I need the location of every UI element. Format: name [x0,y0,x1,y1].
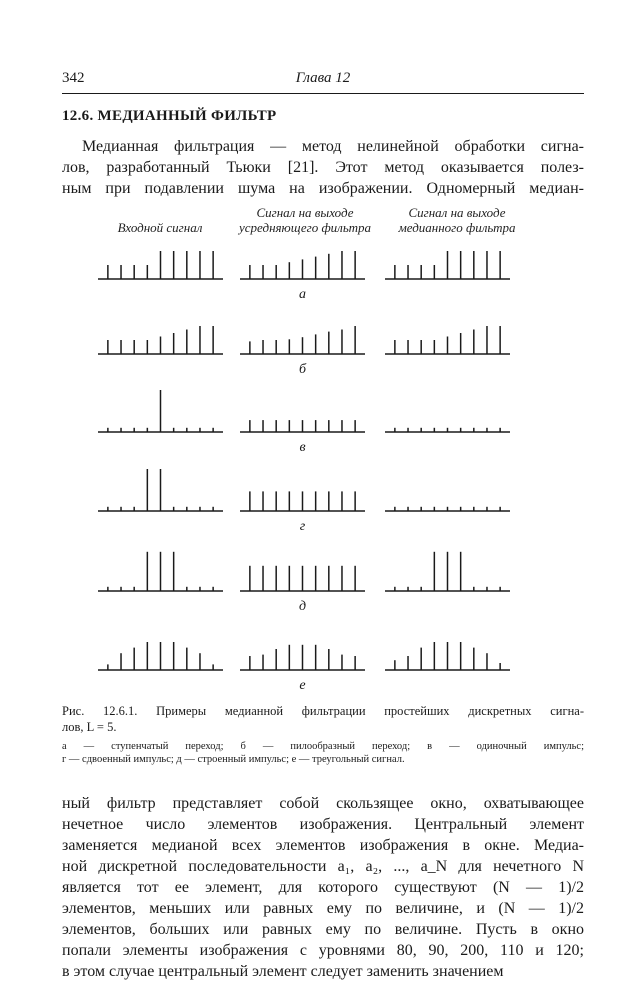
median-filter-figure [80,232,550,702]
caption-line: Рис. 12.6.1. Примеры медианной фильтрации простейших дискретных сигна- [62,704,584,718]
row-label: в [299,440,306,455]
text-line: является тот ее элемент, для которого существуют (N — 1)/2 [62,879,584,896]
text-line: элементов, больших или равных ему по величине. Пусть в окно [62,921,584,938]
caption-line: лов, L = 5. [62,720,117,734]
legend-line: г — сдвоенный импульс; д — строенный импульс; е — треугольный сигнал. [62,754,405,765]
intro-paragraph [62,136,584,199]
column-label-line: Сигнал на выходе [408,205,506,220]
text-line: ный фильтр представляет собой скользящее окно, охватывающее [62,795,584,812]
text-line: Медианная фильтрация — метод нелинейной обработки сигна- [82,138,584,155]
column-label-median [382,205,532,235]
column-label-line: Входной сигнал [117,220,203,235]
row-label: а [299,287,306,302]
text-line: ным при подавлении шума на изображении. Одномерный медиан- [62,180,584,197]
legend-line: а — ступенчатый переход; б — пилообразный переход; в — одиночный импульс; [62,741,584,752]
column-label-line: Сигнал на выходе [256,205,354,220]
body-paragraph [62,793,584,982]
row-label: г [299,519,306,534]
chapter-title: Глава 12 [295,70,351,86]
text-line: лов, разработанный Тьюки [21]. Этот метод оказывается полез- [62,159,584,176]
text-line: заменяется медианой всех элементов изображения в окне. Медиа- [62,837,584,854]
text-line: ной дискретной последовательности a₁, a₂, ..., a_N для нечетного N [62,858,584,875]
row-label: е [299,678,306,693]
text-line: нечетное число элементов изображения. Центральный элемент [62,816,584,833]
section-heading: 12.6. МЕДИАННЫЙ ФИЛЬТР [62,108,277,124]
figure-caption [62,703,584,735]
row-label: д [298,599,307,614]
page-number: 342 [62,70,85,86]
header-rule [62,93,584,94]
text-line: элементов, меньших или равных ему по величине, и (N — 1)/2 [62,900,584,917]
column-label-line: усредняющего фильтра [239,220,371,235]
row-label: б [298,362,307,377]
running-head [62,70,584,90]
text-line: попали элементы изображения с уровнями 80, 90, 200, 110 и 120; [62,942,584,959]
text-line: в этом случае центральный элемент следует заменить значением [62,963,504,980]
column-label-mean [230,205,380,235]
figure-legend [62,740,584,766]
column-label-line: медианного фильтра [398,220,516,235]
